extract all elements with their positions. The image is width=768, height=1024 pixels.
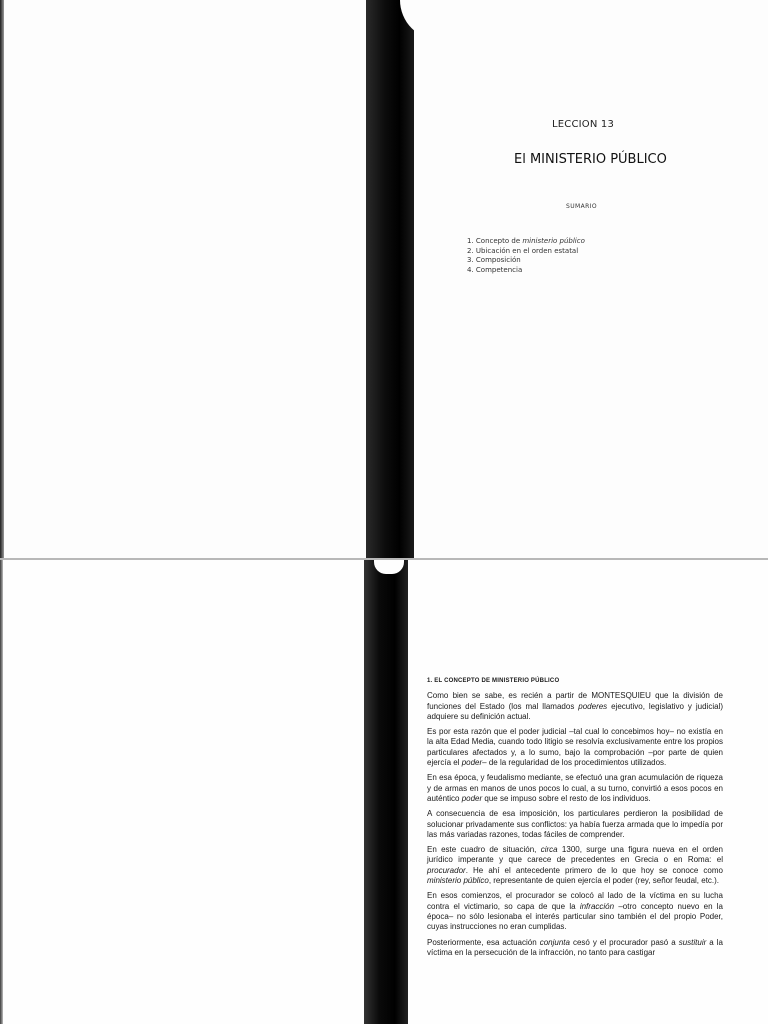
toc-item: 3. Composición — [467, 256, 521, 265]
bottom-page — [0, 560, 768, 1024]
table-of-contents — [467, 237, 585, 275]
paragraph: En este cuadro de situación, circa 1300, surge una figura nueva en el orden jurídico imperante y que carece de precedentes en Grecia o en Roma: el procurador. He ahí el antecedente primero de lo que hoy se conoce como ministerio público, representante de quien ejercía el poder (rey, señor feudal, etc.). — [427, 845, 723, 886]
toc-item: 1. Concepto de ministerio público — [467, 237, 585, 245]
paragraph: Posteriormente, esa actuación conjunta cesó y el procurador pasó a sustituir a la víctima en la persecución de la infracción, no tanto para castigar — [427, 937, 724, 957]
sumario-label: SUMARIO — [566, 203, 597, 210]
body-text — [427, 676, 723, 963]
scan-gutter — [366, 0, 414, 558]
paragraph: A consecuencia de esa imposición, los particulares perdieron la posibilidad de solucionar privadamente sus conflictos: ya había fuerza armada que lo impedía por las más variadas razones, todas fáciles de comprender. — [427, 809, 723, 839]
toc-item: 2. Ubicación en el orden estatal — [467, 246, 579, 255]
scan-left-edge — [0, 560, 3, 1024]
scan-left-edge — [0, 0, 4, 558]
paragraph: En esa época, y feudalismo mediante, se efectuó una gran acumulación de riqueza y de armas en manos de unos pocos lo cual, a su turno, convirtió a esos pocos en auténtico poder que se impuso sobre el resto de los individuos. — [427, 773, 723, 803]
toc-item: 4. Competencia — [467, 265, 523, 274]
section-heading: 1. EL CONCEPTO DE MINISTERIO PÚBLICO — [427, 678, 560, 684]
page-title: El MINISTERIO PÚBLICO — [514, 152, 667, 167]
scan-gutter — [364, 560, 408, 1024]
paragraph: Es por esta razón que el poder judicial –tal cual lo concebimos hoy– no existía en la alta Edad Media, cuando todo litigio se resolvía exclusivamente entre los propios particulares afectados y, a lo sumo, bajo la comprobación –por parte de quien ejercía el poder– de la regularidad de los procedimientos utilizados. — [427, 727, 723, 768]
paragraph: Como bien se sabe, es recién a partir de MONTESQUIEU que la división de funciones del Estado (los mal llamados poderes ejecutivo, legislativo y judicial) adquiere su definición actual. — [427, 691, 723, 721]
lesson-label: LECCION 13 — [552, 119, 615, 130]
paragraph: En esos comienzos, el procurador se colocó al lado de la víctima en su lucha contra el victimario, so capa de que la infracción –otro concepto nuevo en la época– no sólo lesionaba el interés particular sino también el del propio Poder, cuyas instrucciones no eran cumplidas. — [427, 891, 724, 932]
